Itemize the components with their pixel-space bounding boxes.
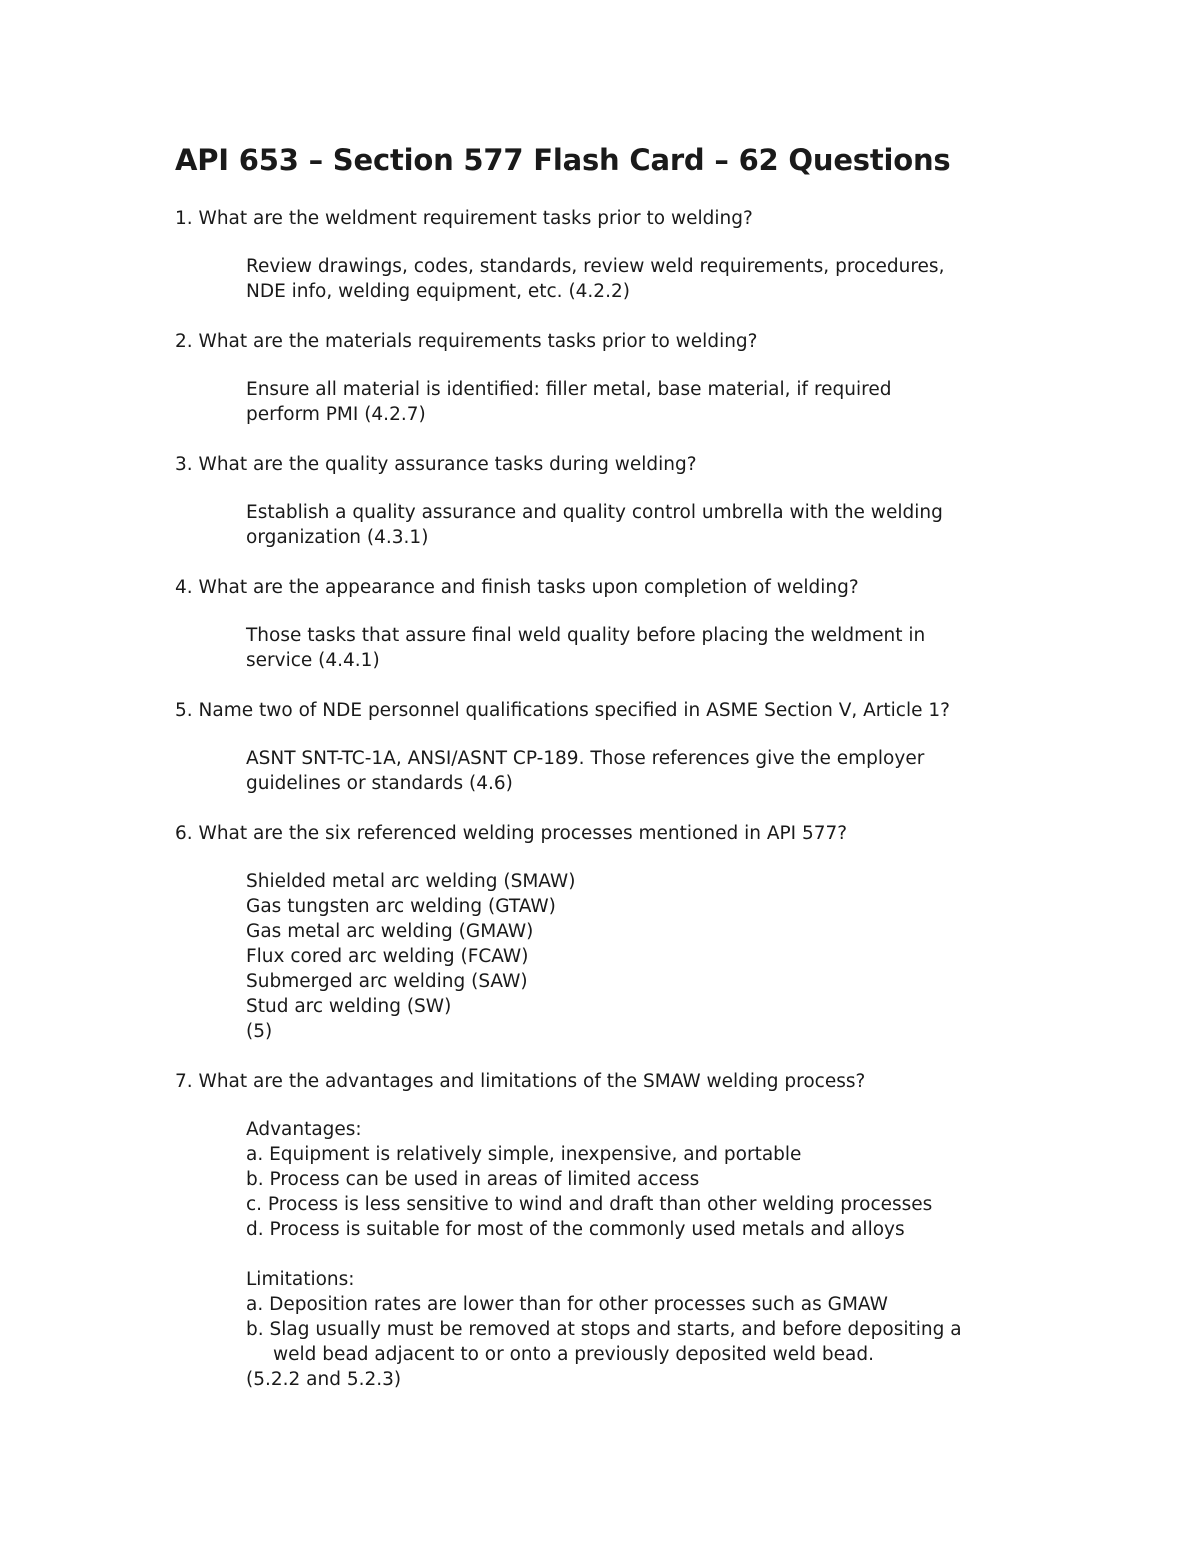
answer-text (246, 500, 1006, 550)
question-text: 4. What are the appearance and finish tasks upon completion of welding? (175, 577, 859, 598)
limitations-heading: Limitations: (246, 1269, 355, 1290)
question-item (175, 1069, 1055, 1392)
answer-line: NDE info, welding equipment, etc. (4.2.2) (246, 281, 630, 302)
answer-text (246, 869, 1006, 1044)
answer-line: Flux cored arc welding (FCAW) (246, 946, 529, 967)
question-text: 7. What are the advantages and limitations of the SMAW welding process? (175, 1071, 866, 1092)
answer-line: Gas tungsten arc welding (GTAW) (246, 896, 556, 917)
question-item (175, 575, 1055, 673)
spacer (246, 1242, 1006, 1267)
answer-line: ASNT SNT-TC-1A, ANSI/ASNT CP-189. Those references give the employer (246, 748, 925, 769)
answer-line: Gas metal arc welding (GMAW) (246, 921, 534, 942)
question-text: 5. Name two of NDE personnel qualifications specified in ASME Section V, Article 1? (175, 700, 950, 721)
advantage-item: c. Process is less sensitive to wind and draft than other welding processes (246, 1194, 933, 1215)
question-text: 1. What are the weldment requirement tasks prior to welding? (175, 208, 753, 229)
question-text: 2. What are the materials requirements tasks prior to welding? (175, 331, 758, 352)
answer-line: Submerged arc welding (SAW) (246, 971, 528, 992)
answer-line: Review drawings, codes, standards, review weld requirements, procedures, (246, 256, 945, 277)
reference-text: (5.2.2 and 5.2.3) (246, 1369, 402, 1390)
answer-text (246, 746, 1006, 796)
advantage-item: d. Process is suitable for most of the commonly used metals and alloys (246, 1219, 905, 1240)
answer-line: service (4.4.1) (246, 650, 380, 671)
answer-line: Ensure all material is identified: filler metal, base material, if required (246, 379, 892, 400)
question-text: 3. What are the quality assurance tasks during welding? (175, 454, 697, 475)
advantage-item: a. Equipment is relatively simple, inexpensive, and portable (246, 1144, 802, 1165)
question-item (175, 452, 1055, 550)
question-text: 6. What are the six referenced welding processes mentioned in API 577? (175, 823, 848, 844)
answer-line: Stud arc welding (SW) (246, 996, 452, 1017)
answer-text (246, 254, 1006, 304)
limitation-continuation: weld bead adjacent to or onto a previously deposited weld bead. (273, 1344, 874, 1365)
answer-line: Establish a quality assurance and quality control umbrella with the welding (246, 502, 943, 523)
question-item (175, 821, 1055, 1044)
advantage-item: b. Process can be used in areas of limited access (246, 1169, 700, 1190)
question-item (175, 329, 1055, 427)
answer-text (246, 1117, 1006, 1392)
answer-text (246, 377, 1006, 427)
document-page (175, 138, 1055, 1417)
document-title: API 653 – Section 577 Flash Card – 62 Questions (175, 143, 951, 177)
answer-line: organization (4.3.1) (246, 527, 429, 548)
answer-text (246, 623, 1006, 673)
question-item (175, 698, 1055, 796)
limitation-item: a. Deposition rates are lower than for other processes such as GMAW (246, 1294, 888, 1315)
limitation-item: b. Slag usually must be removed at stops and starts, and before depositing a (246, 1319, 962, 1340)
answer-line: (5) (246, 1021, 273, 1042)
question-item (175, 206, 1055, 304)
answer-line: guidelines or standards (4.6) (246, 773, 513, 794)
answer-line: perform PMI (4.2.7) (246, 404, 426, 425)
advantages-heading: Advantages: (246, 1119, 362, 1140)
answer-line: Those tasks that assure final weld quality before placing the weldment in (246, 625, 926, 646)
answer-line: Shielded metal arc welding (SMAW) (246, 871, 576, 892)
